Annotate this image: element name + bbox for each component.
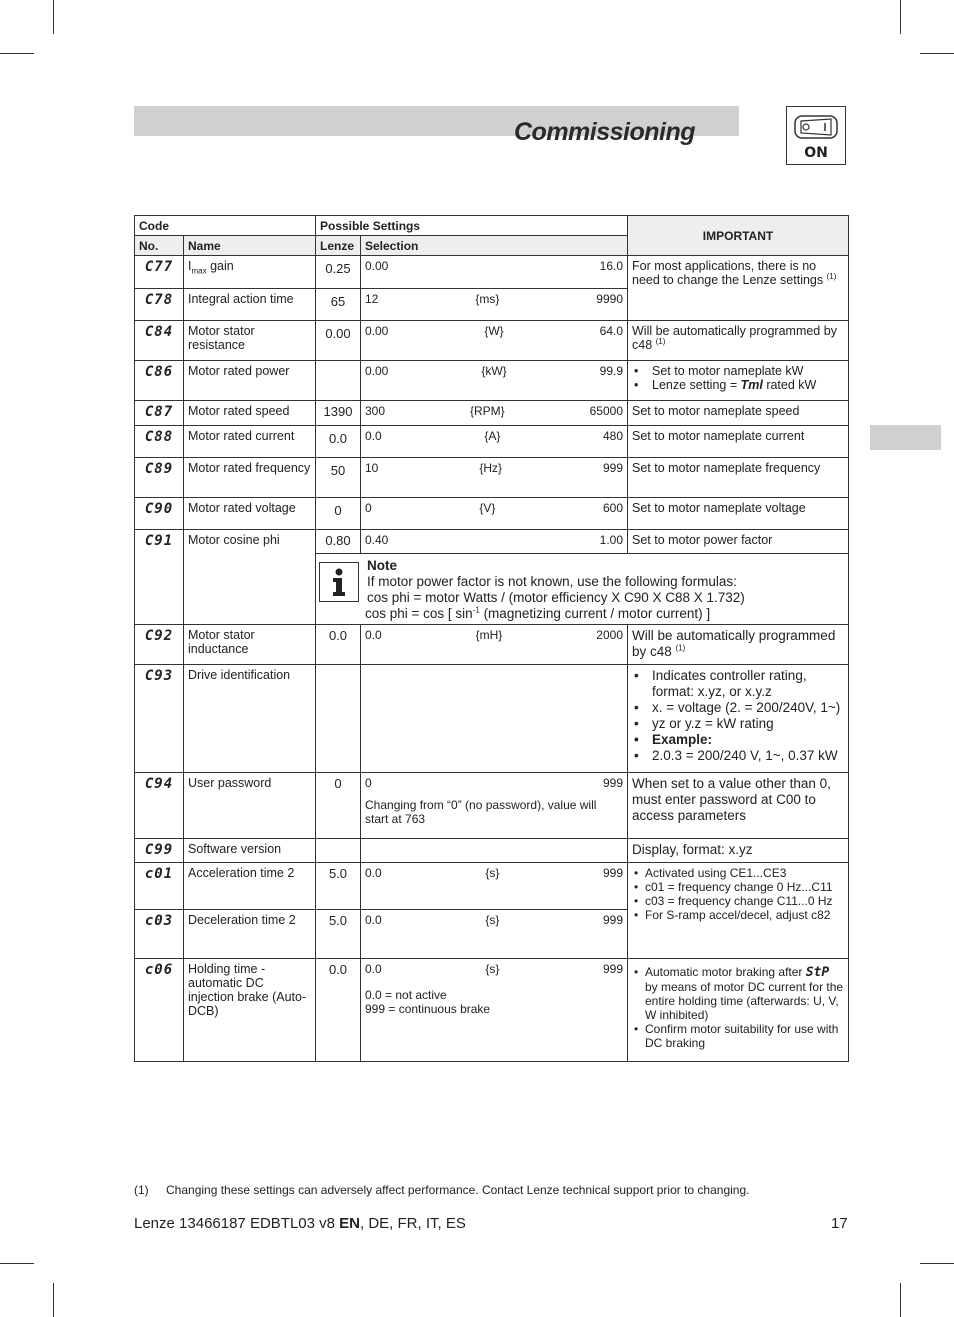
name-cell: Acceleration time 2: [184, 863, 316, 910]
list-item: • For S-ramp accel/decel, adjust c82: [632, 908, 844, 922]
crop-mark: [920, 1263, 954, 1264]
table-row: [135, 256, 849, 289]
header-important: IMPORTANT: [628, 216, 849, 256]
code-cell: C88: [135, 426, 184, 458]
name-cell: User password: [184, 773, 316, 839]
selection-cell: 0.0 {s} 999: [361, 863, 628, 910]
name-cell: Motor cosine phi: [184, 530, 316, 625]
lenze-cell: 0.0: [316, 426, 361, 458]
name-cell: Drive identification: [184, 665, 316, 773]
selection-cell: 0 999 Changing from “0” (no password), value will start at 763: [361, 773, 628, 839]
code-cell: C86: [135, 361, 184, 401]
table-row: [135, 361, 849, 401]
important-cell: [628, 959, 849, 1062]
selection-cell: [361, 665, 628, 773]
selection-note: 0.0 = not active: [365, 988, 447, 1002]
important-cell: Set to motor nameplate frequency: [628, 458, 849, 498]
note-cell: [316, 554, 849, 625]
code-cell: C77: [135, 256, 184, 289]
table-row: [135, 959, 849, 1062]
list-item: • c01 = frequency change 0 Hz...C11: [632, 880, 844, 894]
code-cell: C91: [135, 530, 184, 625]
code-cell: C92: [135, 625, 184, 665]
lenze-cell: [316, 665, 361, 773]
crop-mark: [53, 1283, 54, 1317]
list-item: • yz or y.z = kW rating: [632, 716, 844, 732]
name-cell: Motor rated voltage: [184, 498, 316, 530]
selection-cell: 300 {RPM} 65000: [361, 401, 628, 426]
table-row: [135, 401, 849, 426]
footer: Lenze 13466187 EDBTL03 v8 EN, DE, FR, IT, ES: [134, 1215, 466, 1232]
header-lenze: Lenze: [316, 236, 361, 256]
page-number: 17: [831, 1215, 848, 1232]
info-icon: [319, 562, 359, 602]
selection-cell: 0 {V} 600: [361, 498, 628, 530]
important-cell: When set to a value other than 0, must enter password at C00 to access parameters: [628, 773, 849, 839]
name-cell: Motor rated speed: [184, 401, 316, 426]
selection-cell: 10 {Hz} 999: [361, 458, 628, 498]
selection-cell: 12 {ms} 9990: [361, 289, 628, 321]
power-switch-icon: [786, 106, 846, 165]
table-row: [135, 458, 849, 498]
lenze-cell: 5.0: [316, 910, 361, 959]
list-item: • Automatic motor braking after StP by means of motor DC current for the entire holding time (afterwards: U, V, W inhibited): [632, 965, 844, 1022]
lenze-cell: 5.0: [316, 863, 361, 910]
code-cell: C84: [135, 321, 184, 361]
footnote-marker: (1): [134, 1183, 149, 1197]
list-item: • 2.0.3 = 200/240 V, 1~, 0.37 kW: [632, 748, 844, 764]
lenze-cell: 0.0: [316, 959, 361, 1062]
code-cell: C94: [135, 773, 184, 839]
important-cell: Set to motor nameplate current: [628, 426, 849, 458]
lenze-cell: 0.80: [316, 530, 361, 554]
name-cell: $I_{max}$ gain: [184, 256, 316, 289]
important-cell: Set to motor nameplate speed: [628, 401, 849, 426]
code-cell: C78: [135, 289, 184, 321]
important-cell: [628, 665, 849, 773]
important-cell: Will be automatically programmed by c48 $^{(1)}$: [628, 321, 849, 361]
table-row: [135, 625, 849, 665]
code-cell: C90: [135, 498, 184, 530]
important-cell: [628, 361, 849, 401]
section-tab-marker: [870, 425, 941, 450]
crop-mark: [900, 0, 901, 34]
selection-cell: 0.0 {s} 999 0.0 = not active 999 = continuous brake: [361, 959, 628, 1062]
note-line: cos phi = cos [ $\sin^{-1}$ (magnetizing current / motor current) ]: [365, 605, 711, 621]
code-cell: C89: [135, 458, 184, 498]
crop-mark: [900, 1283, 901, 1317]
important-cell: Display, format: x.yz: [628, 839, 849, 863]
code-cell: C87: [135, 401, 184, 426]
lenze-cell: 0: [316, 773, 361, 839]
list-item: • Confirm motor suitability for use with DC braking: [632, 1022, 844, 1050]
name-cell: Motor stator inductance: [184, 625, 316, 665]
selection-cell: 0.40 1.00: [361, 530, 628, 554]
table-row: [135, 426, 849, 458]
note-line: If motor power factor is not known, use the following formulas:: [367, 574, 737, 589]
selection-cell: [361, 839, 628, 863]
on-label: ON: [804, 145, 828, 161]
name-cell: Motor rated power: [184, 361, 316, 401]
lenze-cell: 1390: [316, 401, 361, 426]
lenze-cell: 0.25: [316, 256, 361, 289]
important-cell: Set to motor nameplate voltage: [628, 498, 849, 530]
name-cell: Integral action time: [184, 289, 316, 321]
selection-note: 999 = continuous brake: [365, 1002, 491, 1016]
lenze-cell: 65: [316, 289, 361, 321]
list-item: • Lenze setting = Tml rated kW: [632, 378, 844, 392]
header-possible-settings: Possible Settings: [316, 216, 628, 236]
table-row: [135, 665, 849, 773]
code-cell: C93: [135, 665, 184, 773]
header-code: Code: [135, 216, 316, 236]
selection-note: Changing from “0” (no password), value will start at 763: [365, 798, 597, 826]
important-cell: Set to motor power factor: [628, 530, 849, 554]
list-item: • Activated using CE1...CE3: [632, 866, 844, 880]
list-item: • Set to motor nameplate kW: [632, 364, 844, 378]
name-cell: Deceleration time 2: [184, 910, 316, 959]
note-line: cos phi = motor Watts / (motor efficiency X C90 X C88 X 1.732): [367, 590, 745, 605]
name-cell: Motor rated frequency: [184, 458, 316, 498]
parameter-table: [134, 215, 848, 1062]
name-cell: Holding time - automatic DC injection brake (Auto-DCB): [184, 959, 316, 1062]
footnote-text: Changing these settings can adversely affect performance. Contact Lenze technical support prior to changing.: [166, 1183, 750, 1197]
note-title: Note: [367, 558, 397, 573]
table-row: [135, 773, 849, 839]
important-cell: [628, 863, 849, 959]
selection-cell: 0.00 16.0: [361, 256, 628, 289]
code-cell: c06: [135, 959, 184, 1062]
list-item: • c03 = frequency change C11...0 Hz: [632, 894, 844, 908]
crop-mark: [0, 1263, 34, 1264]
selection-cell: 0.0 {A} 480: [361, 426, 628, 458]
list-item: • Example:: [632, 732, 844, 748]
stop-code: StP: [805, 965, 830, 980]
header-name: Name: [184, 236, 316, 256]
table-row: [135, 498, 849, 530]
lenze-cell: 0: [316, 498, 361, 530]
code-cell: c01: [135, 863, 184, 910]
list-item: • x. = voltage (2. = 200/240V, 1~): [632, 700, 844, 716]
list-item: • Indicates controller rating, format: x.yz, or x.y.z: [632, 668, 844, 700]
table-row: [135, 530, 849, 554]
code-cell: c03: [135, 910, 184, 959]
crop-mark: [53, 0, 54, 34]
table-row: [135, 839, 849, 863]
important-cell: For most applications, there is no need to change the Lenze settings $^{(1)}$: [628, 256, 849, 321]
header-selection: Selection: [361, 236, 628, 256]
crop-mark: [920, 53, 954, 54]
crop-mark: [0, 53, 34, 54]
table-row: [135, 321, 849, 361]
page-title: Commissioning: [514, 118, 696, 146]
name-cell: Software version: [184, 839, 316, 863]
selection-cell: 0.00 {W} 64.0: [361, 321, 628, 361]
lenze-cell: 0.0: [316, 625, 361, 665]
name-cell: Motor rated current: [184, 426, 316, 458]
lenze-cell: [316, 839, 361, 863]
important-cell: Will be automatically programmed by c48 $^{(1)}$: [628, 625, 849, 665]
table-row: [135, 863, 849, 910]
lenze-cell: 0.00: [316, 321, 361, 361]
lenze-cell: [316, 361, 361, 401]
code-cell: C99: [135, 839, 184, 863]
footnote: [134, 1183, 749, 1197]
selection-cell: 0.00 {kW} 99.9: [361, 361, 628, 401]
name-cell: Motor stator resistance: [184, 321, 316, 361]
selection-cell: 0.0 {s} 999: [361, 910, 628, 959]
header-no: No.: [135, 236, 184, 256]
lenze-cell: 50: [316, 458, 361, 498]
selection-cell: 0.0 {mH} 2000: [361, 625, 628, 665]
